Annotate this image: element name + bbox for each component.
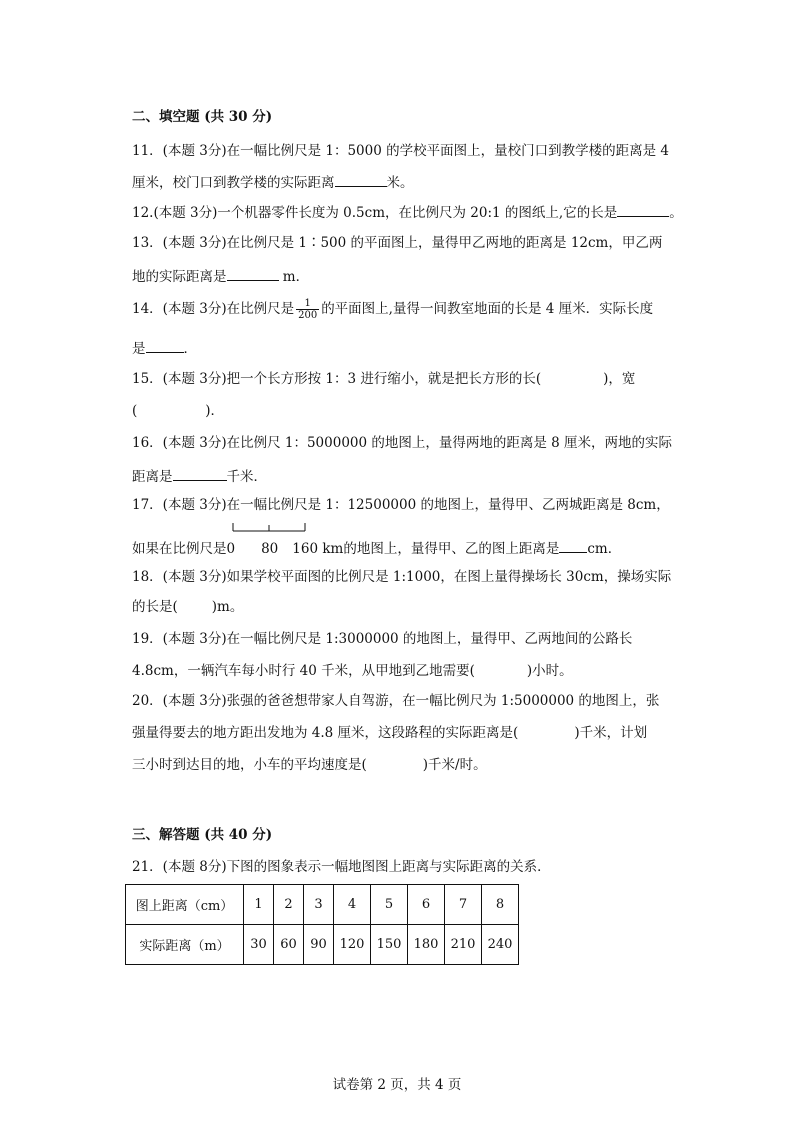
table-cell: 8	[482, 885, 519, 925]
question-20-line-2	[132, 724, 647, 742]
question-15-line-2	[132, 402, 224, 420]
table-cell: 3	[304, 885, 334, 925]
distance-table	[125, 884, 519, 965]
q18-text-b: )m。	[211, 599, 244, 615]
q19-text-a: 4.8cm，一辆汽车每小时行 40 千米，从甲地到乙地需要(	[132, 663, 475, 679]
question-17-line-2	[132, 538, 621, 558]
question-16-line-2	[132, 466, 267, 486]
question-18-line-1: 18．(本题 3分)如果学校平面图的比例尺是 1:1000，在图上量得操场长 30cm，操场实际	[132, 569, 672, 585]
question-15-line-1	[132, 370, 635, 388]
fraction-denominator: 200	[298, 310, 318, 321]
q17-text-b: 的地图上，量得甲、乙的图上距离是	[343, 541, 560, 557]
question-13-line-1: 13．(本题 3分)在比例尺是 1∶500 的平面图上，量得甲乙两地的距离是 12cm，甲乙两	[132, 235, 663, 251]
scale-label-160km: 160 km	[292, 541, 344, 557]
question-11-line-2	[132, 172, 414, 192]
page-footer: 试卷第 2 页，共 4 页	[332, 1077, 462, 1093]
scale-label-80: 80	[261, 541, 279, 557]
q20-text-b: )千米，计划	[574, 725, 648, 741]
q15-text-b: )，宽	[603, 371, 636, 387]
q16-text-a: 距离是	[132, 469, 173, 485]
table-cell: 30	[244, 925, 274, 965]
q13-text-b: m．	[278, 269, 310, 285]
table-cell: 1	[244, 885, 274, 925]
section-2-heading: 二、填空题 (共 30 分)	[132, 109, 273, 125]
question-20-line-3	[132, 756, 487, 774]
question-20-line-1: 20．(本题 3分)张强的爸爸想带家人自驾游，在一幅比例尺为 1:5000000 的地图上，张	[132, 693, 660, 709]
question-21-line-1: 21．(本题 8分)下图的图象表示一幅地图图上距离与实际距离的关系．	[132, 859, 551, 875]
q20-text-c: 三小时到达目的地，小车的平均速度是(	[132, 757, 367, 773]
question-19-line-2	[132, 662, 573, 680]
table-cell: 210	[445, 925, 482, 965]
q14-text-d: ．	[183, 341, 197, 357]
question-12-line-1	[132, 202, 683, 222]
table-cell: 2	[274, 885, 304, 925]
table-cell: 60	[274, 925, 304, 965]
q12-text-b: 。	[669, 205, 683, 221]
section-3-heading: 三、解答题 (共 40 分)	[132, 827, 273, 843]
table-cell: 120	[334, 925, 371, 965]
table-cell: 150	[371, 925, 408, 965]
table-row-label: 实际距离（m）	[126, 925, 244, 965]
q11-text-a: 厘米，校门口到教学楼的实际距离	[132, 175, 335, 191]
scale-label-0: 0	[226, 541, 236, 557]
question-17-line-1: 17．(本题 3分)在一幅比例尺是 1：12500000 的地图上，量得甲、乙两城距离是 8cm，	[132, 497, 670, 513]
q11-answer-blank[interactable]	[335, 172, 387, 187]
q15-text-d: )．	[205, 403, 225, 419]
q17-text-c: cm．	[587, 541, 622, 557]
q20-text-a: 强量得要去的地方距出发地为 4.8 厘米，这段路程的实际距离是(	[132, 725, 519, 741]
q14-text-a: 14．(本题 3分)在比例尺是	[132, 301, 295, 317]
q19-text-b: )小时。	[526, 663, 573, 679]
q17-answer-blank[interactable]	[559, 538, 587, 553]
table-cell: 180	[408, 925, 445, 965]
question-14-line-1	[132, 298, 653, 321]
q11-text-b: 米。	[386, 175, 414, 191]
table-cell: 6	[408, 885, 445, 925]
q17-text-a: 如果在比例尺是	[132, 541, 227, 557]
table-row-map-distance	[126, 885, 519, 925]
table-cell: 7	[445, 885, 482, 925]
table-cell: 5	[371, 885, 408, 925]
table-cell: 240	[482, 925, 519, 965]
question-11-line-1: 11．(本题 3分)在一幅比例尺是 1：5000 的学校平面图上，量校门口到教学楼的距离是 4	[132, 143, 669, 159]
scale-fraction	[296, 298, 319, 321]
q14-answer-blank[interactable]	[146, 338, 184, 353]
q14-text-c: 是	[132, 341, 146, 357]
table-cell: 4	[334, 885, 371, 925]
q15-text-a: 15．(本题 3分)把一个长方形按 1：3 进行缩小，就是把长方形的长(	[132, 371, 542, 387]
question-19-line-1: 19．(本题 3分)在一幅比例尺是 1:3000000 的地图上，量得甲、乙两地间的公路长	[132, 631, 633, 647]
q14-text-b: 的平面图上,量得一间教室地面的长是 4 厘米．实际长度	[321, 301, 654, 317]
q16-text-b: 千米．	[226, 469, 267, 485]
q16-answer-blank[interactable]	[173, 466, 227, 481]
question-16-line-1: 16．(本题 3分)在比例尺 1：5000000 的地图上，量得两地的距离是 8 厘米，两地的实际	[132, 435, 673, 451]
question-14-line-2	[132, 338, 197, 358]
q20-text-d: )千米/时。	[422, 757, 487, 773]
q15-text-c: (	[132, 403, 138, 419]
q12-text-a: 12.(本题 3分)一个机器零件长度为 0.5cm，在比例尺为 20:1 的图纸上,它的长是	[132, 205, 618, 221]
question-13-line-2	[132, 266, 309, 286]
q13-text-a: 地的实际距离是	[132, 269, 227, 285]
q13-answer-blank[interactable]	[227, 266, 279, 281]
table-row-label: 图上距离（cm）	[126, 885, 244, 925]
fraction-numerator: 1	[296, 298, 319, 310]
table-row-actual-distance	[126, 925, 519, 965]
question-18-line-2	[132, 598, 243, 616]
q18-text-a: 的长是(	[132, 599, 178, 615]
table-cell: 90	[304, 925, 334, 965]
scale-bar-graphic	[232, 522, 306, 532]
q12-answer-blank[interactable]	[617, 202, 669, 217]
